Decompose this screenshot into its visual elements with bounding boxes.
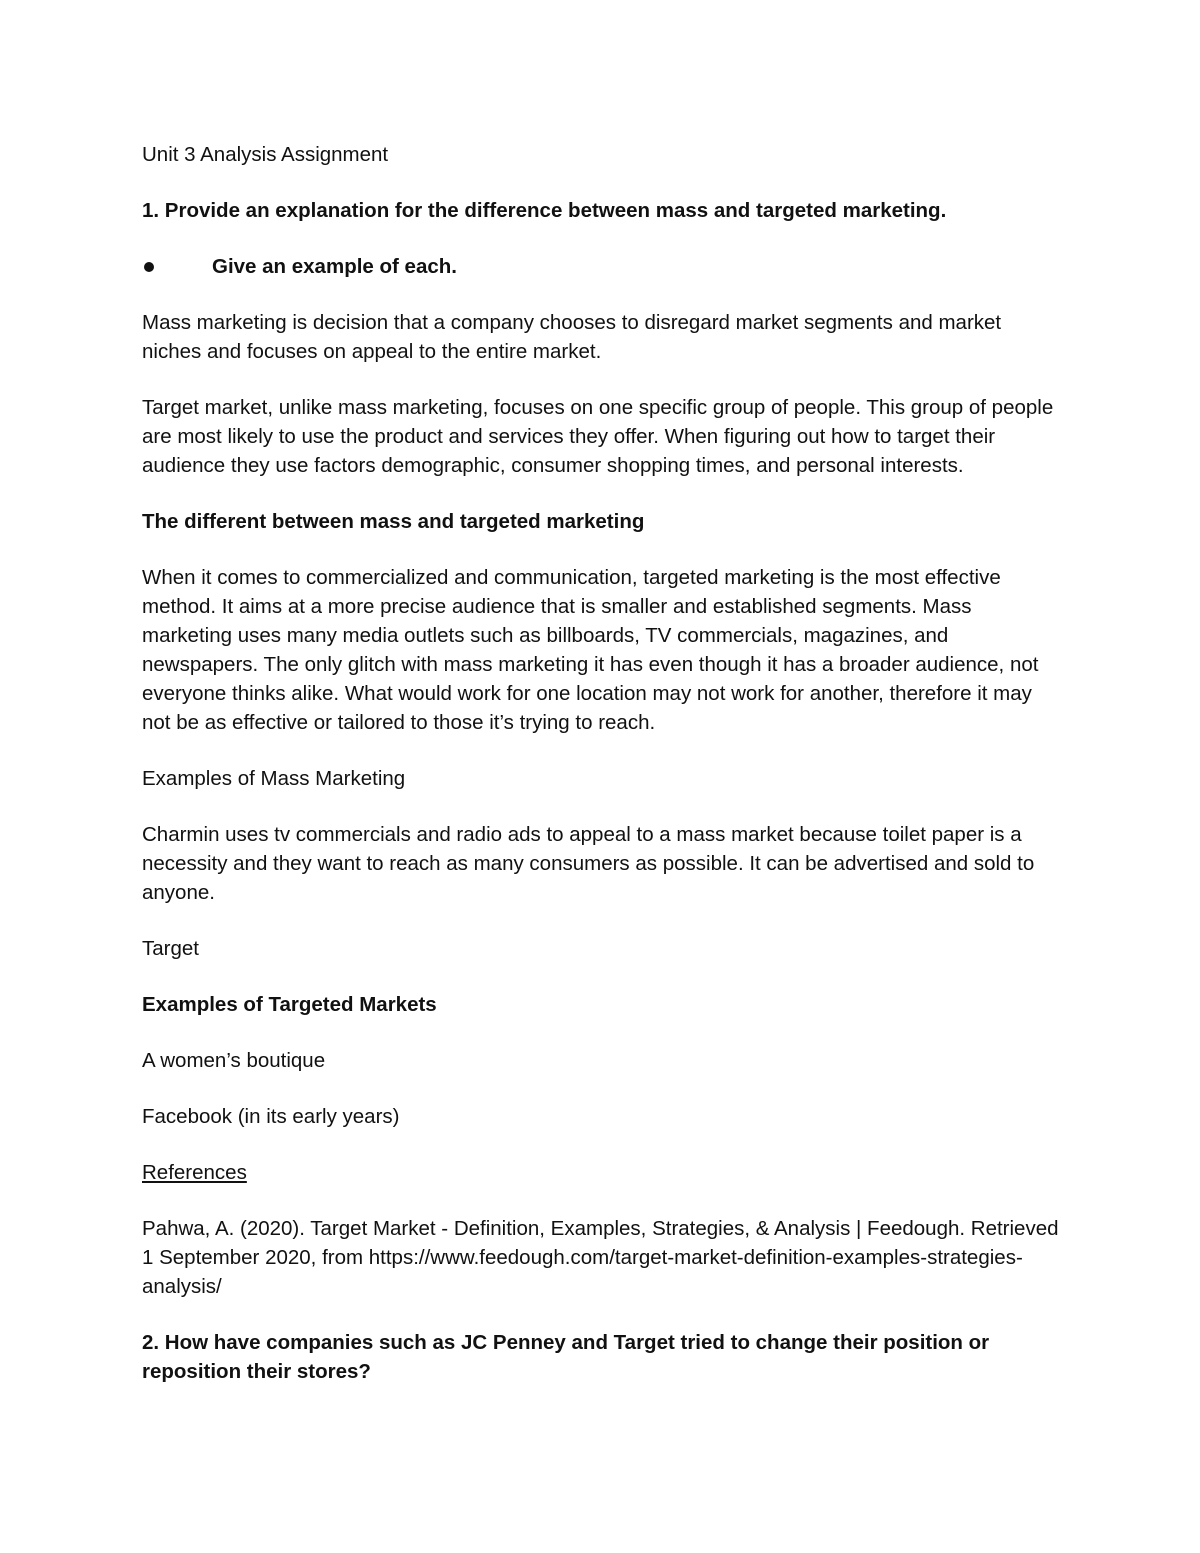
reference-entry: Pahwa, A. (2020). Target Market - Definition, Examples, Strategies, & Analysis | Feedough. Retrieved 1 September 2020, from https://www.feedough.com/target-market-definition-examples-strategies-analysis/ — [142, 1217, 1059, 1298]
question-1: 1. Provide an explanation for the difference between mass and targeted marketing. — [142, 199, 947, 222]
document-body — [142, 140, 1062, 1413]
example-facebook: Facebook (in its early years) — [142, 1105, 400, 1128]
paragraph-difference: When it comes to commercialized and communication, targeted marketing is the most effective method. It aims at a more precise audience that is smaller and established segments. Mass marketing uses many media outlets such as billboards, TV commercials, magazines, and newspapers. The only glitch with mass marketing it has even though it has a broader audience, not everyone thinks alike. What would work for one location may not work for another, therefore it may not be as effective or tailored to those it’s trying to reach. — [142, 566, 1039, 734]
paragraph-target-market: Target market, unlike mass marketing, focuses on one specific group of people. This group of people are most likely to use the product and services they offer. When figuring out how to target their audience they use factors demographic, consumer shopping times, and personal interests. — [142, 396, 1054, 477]
paragraph-charmin: Charmin uses tv commercials and radio ads to appeal to a mass market because toilet paper is a necessity and they want to reach as many consumers as possible. It can be advertised and sold to anyone. — [142, 823, 1035, 904]
heading-difference: The different between mass and targeted marketing — [142, 510, 645, 533]
heading-mass-examples: Examples of Mass Marketing — [142, 767, 406, 790]
target-label: Target — [142, 937, 199, 960]
bullet-icon — [144, 262, 154, 272]
bullet-text: Give an example of each. — [212, 255, 457, 278]
paragraph-mass-marketing: Mass marketing is decision that a company chooses to disregard market segments and market niches and focuses on appeal to the entire market. — [142, 311, 1002, 363]
example-boutique: A women’s boutique — [142, 1049, 326, 1072]
heading-targeted-examples: Examples of Targeted Markets — [142, 993, 437, 1016]
question-2: 2. How have companies such as JC Penney and Target tried to change their position or reposition their stores? — [142, 1331, 990, 1383]
bullet-item — [142, 252, 1062, 281]
references-heading: References — [142, 1161, 247, 1184]
document-title: Unit 3 Analysis Assignment — [142, 143, 389, 166]
